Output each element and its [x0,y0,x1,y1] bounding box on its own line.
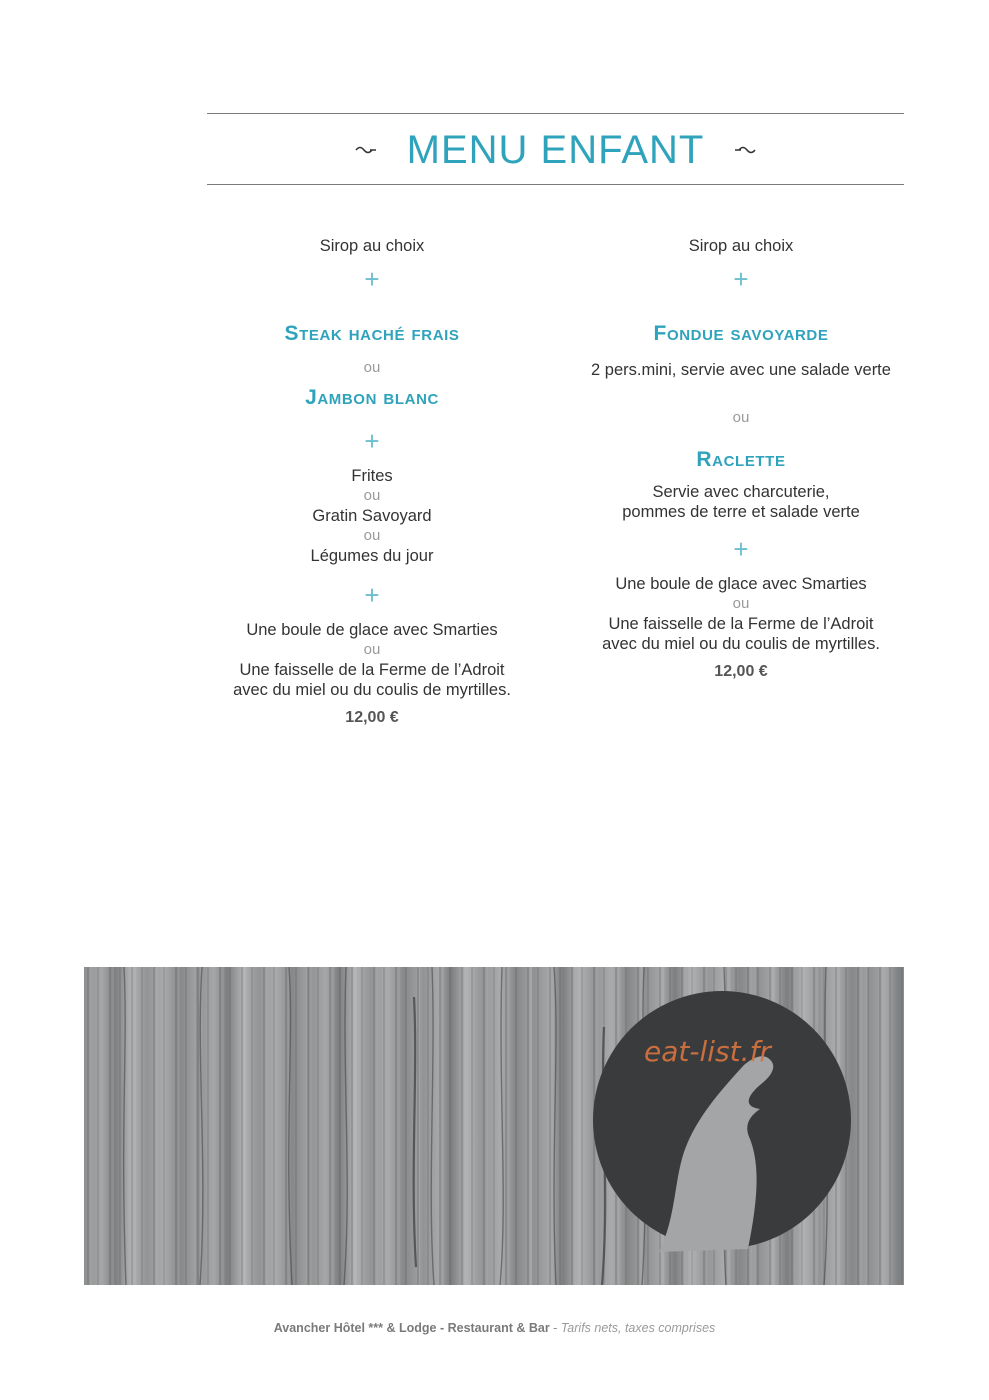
plus-separator: + [364,426,380,456]
footer [0,1321,989,1335]
footer-hotel: Avancher Hôtel *** & Lodge - Restaurant & Bar [273,1321,550,1335]
plus-separator: + [733,534,749,564]
plus-separator: + [733,264,749,294]
dish-description: 2 pers.mini, servie avec une salade verte [591,361,891,379]
wood-texture [84,967,904,1285]
header [207,122,904,178]
or-text: ou [363,527,381,544]
or-text: ou [732,409,750,426]
or-text: ou [363,359,381,376]
price: 12,00 € [714,663,768,680]
dish-title: Steak haché frais [284,322,460,345]
dish-description: pommes de terre et salade verte [622,503,860,521]
dish-description: Servie avec charcuterie, [652,483,830,501]
watermark-text: eat-list.fr [644,1035,771,1068]
price: 12,00 € [345,709,399,726]
dessert-text: Une faisselle de la Ferme de l’Adroit [608,615,874,633]
plus-separator: + [364,580,380,610]
side-text: Légumes du jour [310,547,434,565]
or-text: ou [363,487,381,504]
menu-column-right [541,236,941,682]
drink-text: Sirop au choix [319,237,425,255]
page-title: MENU ENFANT [406,127,705,172]
dessert-text: Une boule de glace avec Smarties [615,575,867,593]
swirl-ornament-icon [355,144,377,156]
plus-separator: + [364,264,380,294]
menu-column-left [172,236,572,728]
footer-note: Tarifs nets, taxes comprises [560,1321,716,1335]
dish-title: Jambon blanc [305,386,439,409]
dessert-text: avec du miel ou du coulis de myrtilles. [233,681,511,699]
header-rule-bottom [207,184,904,185]
footer-separator: - [549,1321,561,1335]
side-text: Frites [351,467,393,485]
wood-banner [84,967,904,1285]
dessert-text: Une faisselle de la Ferme de l’Adroit [239,661,505,679]
drink-text: Sirop au choix [688,237,794,255]
or-text: ou [363,641,381,658]
swirl-ornament-icon [734,144,756,156]
dish-title: Fondue savoyarde [653,322,829,345]
dessert-text: Une boule de glace avec Smarties [246,621,498,639]
side-text: Gratin Savoyard [312,507,432,525]
dish-title: Raclette [696,448,786,471]
or-text: ou [732,595,750,612]
dessert-text: avec du miel ou du coulis de myrtilles. [602,635,880,653]
header-rule-top [207,113,904,114]
